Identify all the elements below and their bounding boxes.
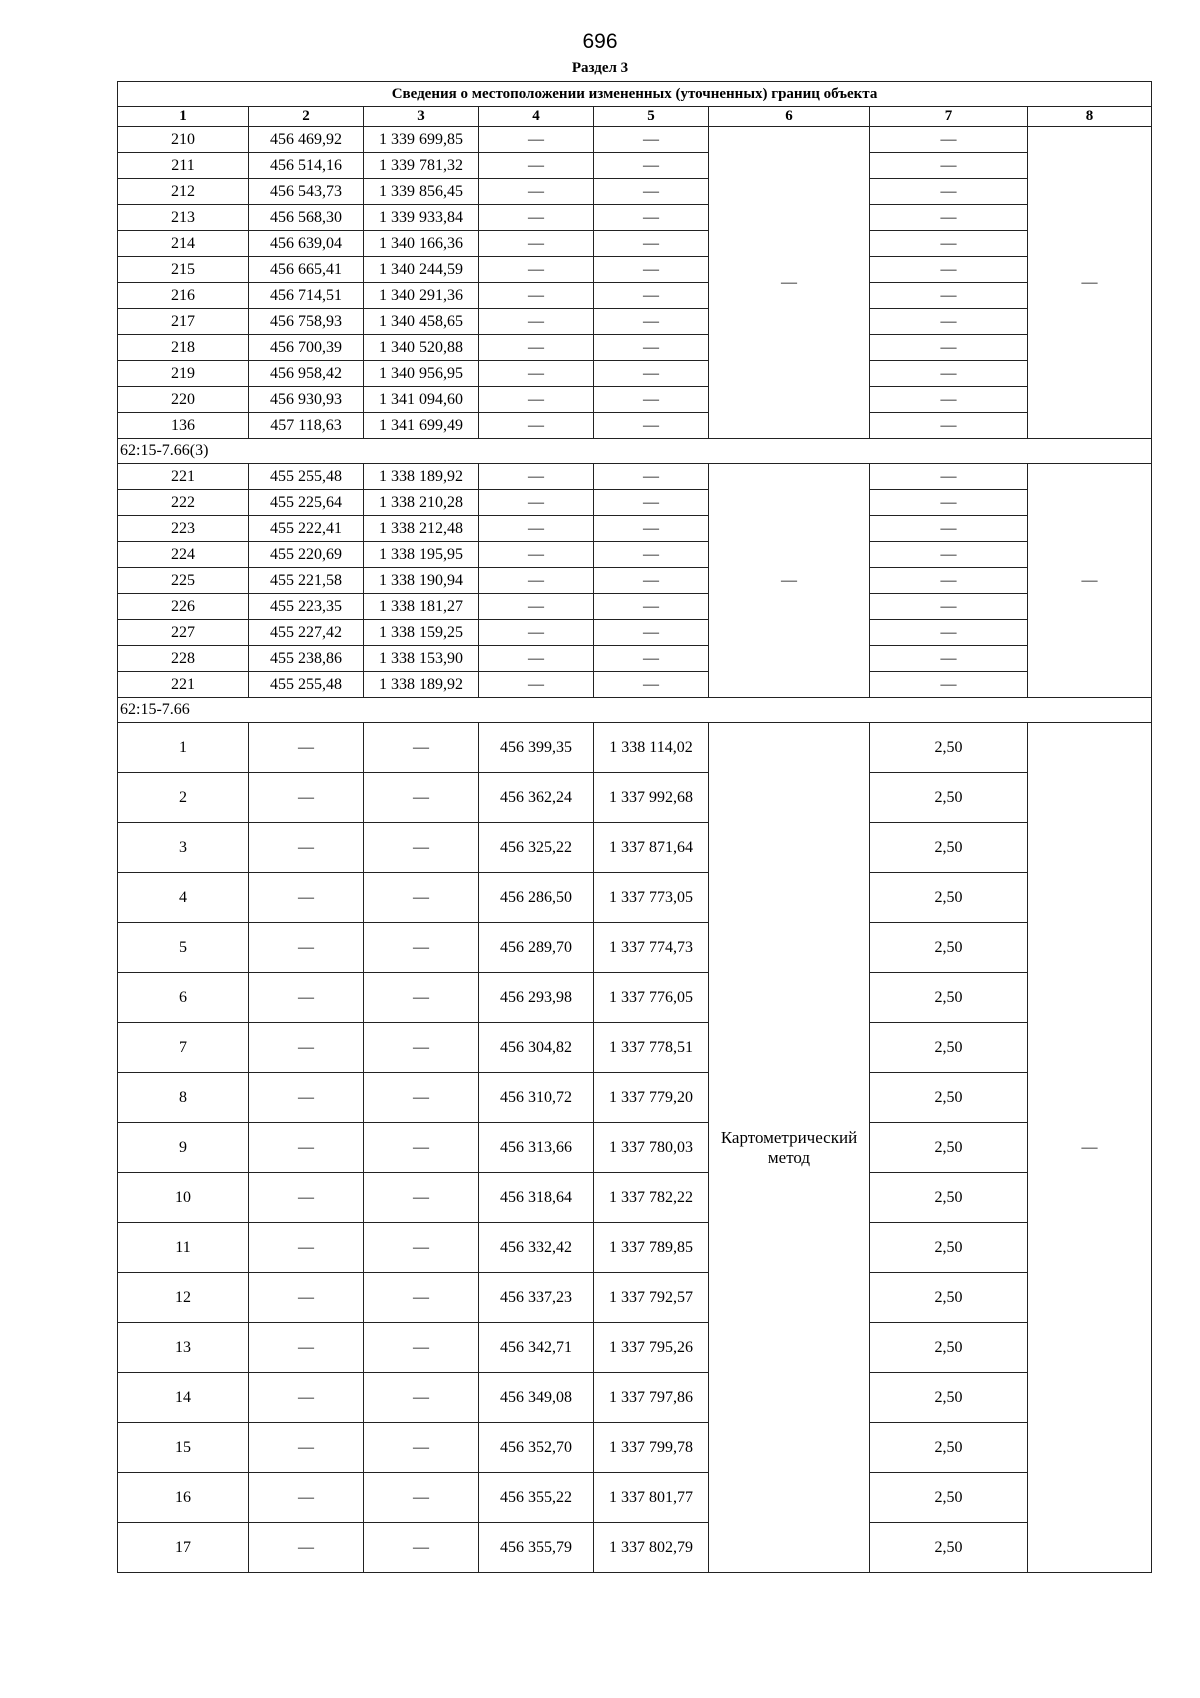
new-y-cell: — — [594, 335, 709, 361]
point-number-cell: 212 — [118, 179, 249, 205]
new-x-cell: 456 310,72 — [479, 1073, 594, 1123]
old-y-cell: 1 341 699,49 — [364, 413, 479, 439]
new-x-cell: 456 286,50 — [479, 873, 594, 923]
old-x-cell: — — [249, 723, 364, 773]
new-y-cell: 1 337 776,05 — [594, 973, 709, 1023]
new-x-cell: — — [479, 335, 594, 361]
point-number-cell: 220 — [118, 387, 249, 413]
old-y-cell: 1 339 699,85 — [364, 127, 479, 153]
old-y-cell: — — [364, 1423, 479, 1473]
accuracy-cell: — — [870, 672, 1028, 698]
accuracy-cell: — — [870, 620, 1028, 646]
new-x-cell: — — [479, 387, 594, 413]
point-number-cell: 221 — [118, 672, 249, 698]
accuracy-cell: 2,50 — [870, 1073, 1028, 1123]
column-header: 1 — [118, 107, 249, 127]
old-x-cell: 456 639,04 — [249, 231, 364, 257]
point-number-cell: 218 — [118, 335, 249, 361]
point-number-cell: 5 — [118, 923, 249, 973]
table-row — [118, 257, 1152, 283]
group-label-row — [118, 439, 1152, 464]
new-y-cell: — — [594, 542, 709, 568]
old-x-cell: — — [249, 1473, 364, 1523]
old-y-cell: 1 340 244,59 — [364, 257, 479, 283]
old-y-cell: — — [364, 1373, 479, 1423]
accuracy-cell: — — [870, 464, 1028, 490]
accuracy-cell: — — [870, 309, 1028, 335]
old-y-cell: — — [364, 1223, 479, 1273]
table-row — [118, 723, 1152, 773]
old-y-cell: 1 340 291,36 — [364, 283, 479, 309]
new-x-cell: 456 352,70 — [479, 1423, 594, 1473]
new-y-cell: — — [594, 205, 709, 231]
table-row — [118, 1023, 1152, 1073]
old-y-cell: 1 338 159,25 — [364, 620, 479, 646]
table-row — [118, 568, 1152, 594]
point-number-cell: 227 — [118, 620, 249, 646]
group-label: 62:15-7.66 — [118, 698, 1152, 723]
new-y-cell: — — [594, 594, 709, 620]
column-header: 2 — [249, 107, 364, 127]
new-y-cell: 1 337 792,57 — [594, 1273, 709, 1323]
new-x-cell: — — [479, 620, 594, 646]
accuracy-cell: 2,50 — [870, 723, 1028, 773]
old-x-cell: — — [249, 1123, 364, 1173]
new-x-cell: — — [479, 646, 594, 672]
accuracy-cell: — — [870, 335, 1028, 361]
old-x-cell: — — [249, 1223, 364, 1273]
table-row — [118, 335, 1152, 361]
old-x-cell: 456 543,73 — [249, 179, 364, 205]
accuracy-cell: — — [870, 516, 1028, 542]
old-y-cell: 1 338 190,94 — [364, 568, 479, 594]
new-y-cell: — — [594, 516, 709, 542]
section-title: Раздел 3 — [571, 60, 629, 76]
new-y-cell: — — [594, 568, 709, 594]
page-number: 696 — [582, 30, 618, 53]
point-number-cell: 14 — [118, 1373, 249, 1423]
old-y-cell: 1 339 856,45 — [364, 179, 479, 205]
new-y-cell: 1 337 774,73 — [594, 923, 709, 973]
accuracy-cell: — — [870, 283, 1028, 309]
accuracy-cell: 2,50 — [870, 773, 1028, 823]
old-x-cell: 455 255,48 — [249, 464, 364, 490]
new-x-cell: — — [479, 568, 594, 594]
old-x-cell: — — [249, 1273, 364, 1323]
old-x-cell: 455 222,41 — [249, 516, 364, 542]
new-x-cell: — — [479, 542, 594, 568]
old-y-cell: 1 340 458,65 — [364, 309, 479, 335]
table-row — [118, 283, 1152, 309]
point-number-cell: 4 — [118, 873, 249, 923]
accuracy-cell: 2,50 — [870, 1523, 1028, 1573]
new-y-cell: 1 337 802,79 — [594, 1523, 709, 1573]
method-cell: — — [709, 127, 870, 439]
table-row — [118, 542, 1152, 568]
accuracy-cell: 2,50 — [870, 1123, 1028, 1173]
point-number-cell: 211 — [118, 153, 249, 179]
accuracy-cell: 2,50 — [870, 1323, 1028, 1373]
old-x-cell: 456 758,93 — [249, 309, 364, 335]
point-number-cell: 10 — [118, 1173, 249, 1223]
new-x-cell: 456 355,79 — [479, 1523, 594, 1573]
new-x-cell: 456 337,23 — [479, 1273, 594, 1323]
new-y-cell: — — [594, 257, 709, 283]
table-row — [118, 594, 1152, 620]
point-number-cell: 210 — [118, 127, 249, 153]
old-y-cell: — — [364, 923, 479, 973]
point-number-cell: 15 — [118, 1423, 249, 1473]
old-y-cell: 1 338 153,90 — [364, 646, 479, 672]
accuracy-cell: — — [870, 542, 1028, 568]
new-y-cell: — — [594, 153, 709, 179]
old-y-cell: 1 338 195,95 — [364, 542, 479, 568]
new-x-cell: — — [479, 283, 594, 309]
accuracy-cell: — — [870, 231, 1028, 257]
accuracy-cell: 2,50 — [870, 873, 1028, 923]
new-y-cell: 1 338 114,02 — [594, 723, 709, 773]
accuracy-cell: — — [870, 413, 1028, 439]
new-x-cell: — — [479, 257, 594, 283]
point-number-cell: 12 — [118, 1273, 249, 1323]
accuracy-cell: 2,50 — [870, 1023, 1028, 1073]
old-x-cell: 456 930,93 — [249, 387, 364, 413]
new-y-cell: 1 337 789,85 — [594, 1223, 709, 1273]
description-cell: — — [1028, 464, 1152, 698]
new-y-cell: — — [594, 672, 709, 698]
old-y-cell: 1 340 520,88 — [364, 335, 479, 361]
group-label-row — [118, 698, 1152, 723]
new-y-cell: — — [594, 361, 709, 387]
table-row — [118, 1523, 1152, 1573]
table-row — [118, 620, 1152, 646]
old-x-cell: 455 225,64 — [249, 490, 364, 516]
new-x-cell: 456 304,82 — [479, 1023, 594, 1073]
old-x-cell: 456 665,41 — [249, 257, 364, 283]
accuracy-cell: 2,50 — [870, 1273, 1028, 1323]
new-x-cell: — — [479, 127, 594, 153]
new-y-cell: 1 337 797,86 — [594, 1373, 709, 1423]
method-cell: Картометрический метод — [709, 723, 870, 1573]
table-row — [118, 646, 1152, 672]
new-x-cell: 456 332,42 — [479, 1223, 594, 1273]
new-y-cell: — — [594, 309, 709, 335]
old-x-cell: 457 118,63 — [249, 413, 364, 439]
table-row — [118, 205, 1152, 231]
old-y-cell: 1 339 933,84 — [364, 205, 479, 231]
new-y-cell: — — [594, 387, 709, 413]
accuracy-cell: — — [870, 153, 1028, 179]
table-row — [118, 873, 1152, 923]
table-row — [118, 923, 1152, 973]
table-row — [118, 153, 1152, 179]
table-row — [118, 127, 1152, 153]
description-cell: — — [1028, 723, 1152, 1573]
accuracy-cell: — — [870, 179, 1028, 205]
old-y-cell: 1 338 181,27 — [364, 594, 479, 620]
new-x-cell: — — [479, 516, 594, 542]
old-x-cell: — — [249, 1423, 364, 1473]
new-x-cell: — — [479, 205, 594, 231]
new-y-cell: — — [594, 464, 709, 490]
table-row — [118, 387, 1152, 413]
new-y-cell: — — [594, 620, 709, 646]
old-y-cell: — — [364, 1023, 479, 1073]
old-y-cell: — — [364, 1323, 479, 1373]
table-row — [118, 823, 1152, 873]
accuracy-cell: — — [870, 490, 1028, 516]
column-header: 6 — [709, 107, 870, 127]
new-y-cell: — — [594, 179, 709, 205]
table-row — [118, 1423, 1152, 1473]
new-y-cell: — — [594, 413, 709, 439]
old-y-cell: 1 338 212,48 — [364, 516, 479, 542]
table-row — [118, 516, 1152, 542]
new-y-cell: 1 337 779,20 — [594, 1073, 709, 1123]
new-x-cell: — — [479, 490, 594, 516]
old-y-cell: — — [364, 1073, 479, 1123]
new-x-cell: — — [479, 231, 594, 257]
new-x-cell: 456 349,08 — [479, 1373, 594, 1423]
accuracy-cell: 2,50 — [870, 1173, 1028, 1223]
old-x-cell: 456 958,42 — [249, 361, 364, 387]
old-y-cell: 1 338 189,92 — [364, 672, 479, 698]
point-number-cell: 226 — [118, 594, 249, 620]
table-row — [118, 973, 1152, 1023]
accuracy-cell: 2,50 — [870, 973, 1028, 1023]
accuracy-cell: 2,50 — [870, 1423, 1028, 1473]
accuracy-cell: 2,50 — [870, 1473, 1028, 1523]
new-y-cell: 1 337 992,68 — [594, 773, 709, 823]
new-x-cell: 456 342,71 — [479, 1323, 594, 1373]
point-number-cell: 224 — [118, 542, 249, 568]
accuracy-cell: — — [870, 594, 1028, 620]
point-number-cell: 222 — [118, 490, 249, 516]
table-row — [118, 179, 1152, 205]
point-number-cell: 7 — [118, 1023, 249, 1073]
old-y-cell: 1 338 210,28 — [364, 490, 479, 516]
old-y-cell: — — [364, 723, 479, 773]
new-x-cell: 456 313,66 — [479, 1123, 594, 1173]
old-y-cell: — — [364, 1473, 479, 1523]
new-x-cell: — — [479, 309, 594, 335]
point-number-cell: 6 — [118, 973, 249, 1023]
table-row — [118, 1473, 1152, 1523]
old-x-cell: 456 514,16 — [249, 153, 364, 179]
old-y-cell: 1 340 956,95 — [364, 361, 479, 387]
table-row — [118, 361, 1152, 387]
accuracy-cell: — — [870, 205, 1028, 231]
group-label: 62:15-7.66(3) — [118, 439, 1152, 464]
point-number-cell: 11 — [118, 1223, 249, 1273]
new-x-cell: — — [479, 179, 594, 205]
point-number-cell: 225 — [118, 568, 249, 594]
old-x-cell: — — [249, 923, 364, 973]
new-y-cell: 1 337 773,05 — [594, 873, 709, 923]
new-y-cell: 1 337 799,78 — [594, 1423, 709, 1473]
new-y-cell: 1 337 782,22 — [594, 1173, 709, 1223]
old-y-cell: — — [364, 773, 479, 823]
new-x-cell: 456 325,22 — [479, 823, 594, 873]
new-x-cell: 456 318,64 — [479, 1173, 594, 1223]
new-x-cell: — — [479, 464, 594, 490]
point-number-cell: 215 — [118, 257, 249, 283]
point-number-cell: 13 — [118, 1323, 249, 1373]
description-cell: — — [1028, 127, 1152, 439]
accuracy-cell: — — [870, 387, 1028, 413]
new-x-cell: — — [479, 413, 594, 439]
old-x-cell: — — [249, 873, 364, 923]
point-number-cell: 136 — [118, 413, 249, 439]
old-x-cell: — — [249, 1023, 364, 1073]
column-header: 4 — [479, 107, 594, 127]
point-number-cell: 223 — [118, 516, 249, 542]
old-x-cell: — — [249, 773, 364, 823]
point-number-cell: 2 — [118, 773, 249, 823]
new-y-cell: — — [594, 283, 709, 309]
point-number-cell: 8 — [118, 1073, 249, 1123]
column-header: 8 — [1028, 107, 1152, 127]
column-header: 5 — [594, 107, 709, 127]
old-y-cell: 1 340 166,36 — [364, 231, 479, 257]
accuracy-cell: 2,50 — [870, 823, 1028, 873]
table-row — [118, 1173, 1152, 1223]
accuracy-cell: — — [870, 646, 1028, 672]
accuracy-cell: — — [870, 257, 1028, 283]
old-y-cell: — — [364, 973, 479, 1023]
table-row — [118, 1073, 1152, 1123]
table-row — [118, 1223, 1152, 1273]
new-y-cell: 1 337 795,26 — [594, 1323, 709, 1373]
new-x-cell: — — [479, 594, 594, 620]
old-y-cell: — — [364, 823, 479, 873]
old-x-cell: 456 568,30 — [249, 205, 364, 231]
accuracy-cell: — — [870, 568, 1028, 594]
new-y-cell: 1 337 871,64 — [594, 823, 709, 873]
column-header: 3 — [364, 107, 479, 127]
table-caption: Сведения о местоположении измененных (уточненных) границ объекта — [118, 82, 1152, 107]
old-x-cell: — — [249, 1173, 364, 1223]
point-number-cell: 16 — [118, 1473, 249, 1523]
old-x-cell: 455 238,86 — [249, 646, 364, 672]
point-number-cell: 1 — [118, 723, 249, 773]
point-number-cell: 216 — [118, 283, 249, 309]
old-x-cell: 456 714,51 — [249, 283, 364, 309]
accuracy-cell: 2,50 — [870, 1373, 1028, 1423]
old-x-cell: 455 221,58 — [249, 568, 364, 594]
new-x-cell: 456 399,35 — [479, 723, 594, 773]
old-x-cell: 455 220,69 — [249, 542, 364, 568]
new-y-cell: — — [594, 231, 709, 257]
table-row — [118, 464, 1152, 490]
new-x-cell: — — [479, 153, 594, 179]
old-x-cell: 455 255,48 — [249, 672, 364, 698]
old-y-cell: 1 341 094,60 — [364, 387, 479, 413]
old-y-cell: — — [364, 1173, 479, 1223]
new-x-cell: 456 293,98 — [479, 973, 594, 1023]
point-number-cell: 3 — [118, 823, 249, 873]
point-number-cell: 213 — [118, 205, 249, 231]
table-row — [118, 231, 1152, 257]
new-x-cell: 456 355,22 — [479, 1473, 594, 1523]
old-x-cell: — — [249, 1073, 364, 1123]
method-cell: — — [709, 464, 870, 698]
old-x-cell: — — [249, 823, 364, 873]
old-x-cell: 456 700,39 — [249, 335, 364, 361]
new-y-cell: — — [594, 127, 709, 153]
new-y-cell: — — [594, 490, 709, 516]
point-number-cell: 221 — [118, 464, 249, 490]
old-y-cell: 1 338 189,92 — [364, 464, 479, 490]
new-x-cell: — — [479, 361, 594, 387]
old-y-cell: — — [364, 1273, 479, 1323]
new-y-cell: — — [594, 646, 709, 672]
table-row — [118, 413, 1152, 439]
old-x-cell: — — [249, 973, 364, 1023]
old-x-cell: 455 223,35 — [249, 594, 364, 620]
point-number-cell: 217 — [118, 309, 249, 335]
old-x-cell: — — [249, 1523, 364, 1573]
table-row — [118, 1323, 1152, 1373]
accuracy-cell: — — [870, 361, 1028, 387]
table-row — [118, 672, 1152, 698]
table-row — [118, 1273, 1152, 1323]
accuracy-cell: 2,50 — [870, 1223, 1028, 1273]
table-row — [118, 1123, 1152, 1173]
table-row — [118, 309, 1152, 335]
new-y-cell: 1 337 780,03 — [594, 1123, 709, 1173]
old-y-cell: 1 339 781,32 — [364, 153, 479, 179]
new-x-cell: — — [479, 672, 594, 698]
point-number-cell: 214 — [118, 231, 249, 257]
old-y-cell: — — [364, 1523, 479, 1573]
new-x-cell: 456 362,24 — [479, 773, 594, 823]
point-number-cell: 228 — [118, 646, 249, 672]
table-row — [118, 773, 1152, 823]
point-number-cell: 9 — [118, 1123, 249, 1173]
accuracy-cell: — — [870, 127, 1028, 153]
point-number-cell: 17 — [118, 1523, 249, 1573]
old-x-cell: — — [249, 1373, 364, 1423]
old-x-cell: 456 469,92 — [249, 127, 364, 153]
old-y-cell: — — [364, 873, 479, 923]
old-y-cell: — — [364, 1123, 479, 1173]
accuracy-cell: 2,50 — [870, 923, 1028, 973]
old-x-cell: — — [249, 1323, 364, 1373]
column-header: 7 — [870, 107, 1028, 127]
table-row — [118, 1373, 1152, 1423]
new-y-cell: 1 337 801,77 — [594, 1473, 709, 1523]
table-row — [118, 490, 1152, 516]
boundary-table — [117, 81, 1152, 1573]
new-y-cell: 1 337 778,51 — [594, 1023, 709, 1073]
new-x-cell: 456 289,70 — [479, 923, 594, 973]
old-x-cell: 455 227,42 — [249, 620, 364, 646]
point-number-cell: 219 — [118, 361, 249, 387]
